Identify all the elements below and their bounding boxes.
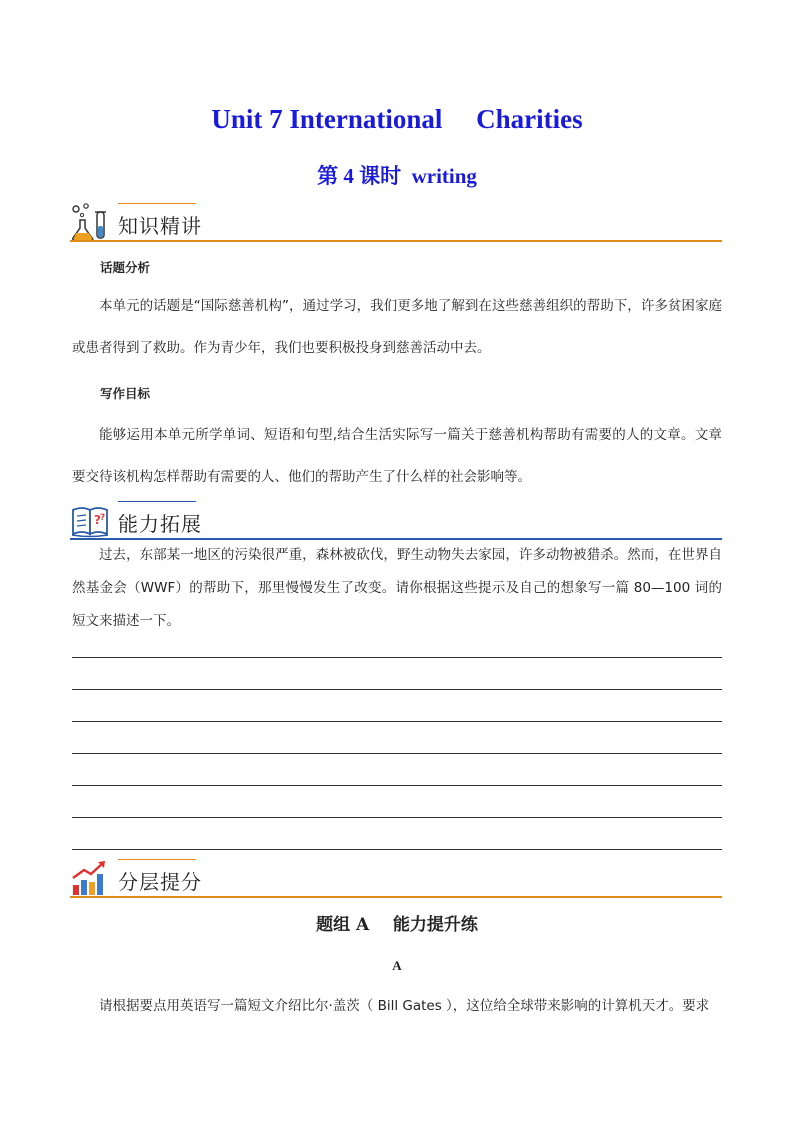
question-group-title: 题组 A 能力提升练	[316, 915, 478, 935]
section-label-knowledge: 知识精讲	[118, 214, 202, 238]
lab-flask-icon	[70, 202, 112, 242]
answer-line	[72, 689, 722, 690]
header-rule	[70, 240, 722, 242]
unit-title: Unit 7 International Charities	[211, 104, 583, 134]
answer-line	[72, 657, 722, 658]
topic-analysis-heading: 话题分析	[100, 260, 151, 275]
header-accent-line	[118, 203, 196, 204]
header-accent-line	[118, 501, 196, 502]
bar-chart-arrow-icon	[70, 858, 112, 898]
question-letter: A	[392, 958, 402, 973]
task-instruction-text: 请根据要点用英语写一篇短文介绍比尔·盖茨（ Bill Gates ），这位给全球带来影响的计算机天才。要求	[99, 998, 710, 1014]
svg-text:?: ?	[94, 513, 101, 527]
section-header-levels	[70, 858, 722, 898]
header-accent-line	[118, 859, 196, 860]
answer-line	[72, 849, 722, 850]
answer-line	[72, 721, 722, 722]
section-header-knowledge	[70, 202, 722, 242]
section-header-ability	[70, 500, 722, 540]
lesson-subtitle: 第 4 课时 writing	[317, 164, 477, 188]
svg-text:?: ?	[100, 513, 106, 523]
answer-line	[72, 753, 722, 754]
writing-goal-text: 能够运用本单元所学单词、短语和句型,结合生活实际写一篇关于慈善机构帮助有需要的人的文章。文章要交待该机构怎样帮助有需要的人、他们的帮助产生了什么样的社会影响等。	[72, 427, 722, 485]
header-rule	[70, 896, 722, 898]
topic-analysis-text: 本单元的话题是“国际慈善机构”，通过学习，我们更多地了解到在这些慈善组织的帮助下，许多贫困家庭或患者得到了救助。作为青少年，我们也要积极投身到慈善活动中去。	[72, 298, 722, 356]
answer-line	[72, 785, 722, 786]
section-label-ability: 能力拓展	[118, 512, 202, 536]
writing-goal-heading: 写作目标	[100, 386, 151, 401]
writing-prompt-text: 过去，东部某一地区的污染很严重，森林被砍伐，野生动物失去家园，许多动物被猎杀。然而，在世界自然基金会（WWF）的帮助下，那里慢慢发生了改变。请你根据这些提示及自己的想象写一篇 80—100 词的短文来描述一下。	[72, 547, 722, 629]
section-label-levels: 分层提分	[118, 870, 202, 894]
answer-line	[72, 817, 722, 818]
open-book-icon	[70, 500, 112, 540]
